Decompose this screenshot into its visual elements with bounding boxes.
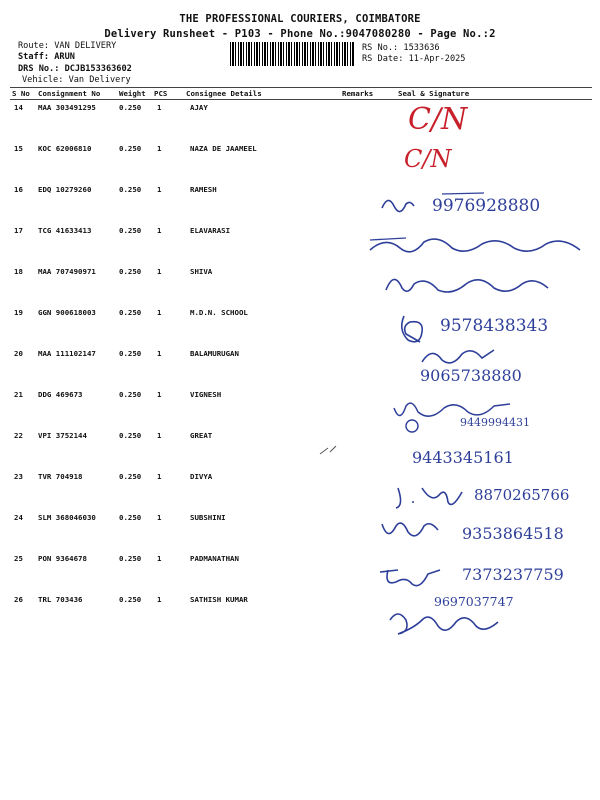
signature-text: 9976928880 — [432, 196, 541, 216]
signature-scribble — [366, 230, 586, 264]
row-consignment: PON 9364678 — [38, 554, 87, 563]
row-sno: 23 — [14, 472, 23, 481]
row-weight: 0.250 — [119, 308, 142, 317]
row-pcs: 1 — [157, 226, 162, 235]
row-consignee: ELAVARASI — [190, 226, 231, 235]
row-consignment: SLM 368046030 — [38, 513, 96, 522]
signature-text: 9443345161 — [412, 448, 514, 467]
row-consignee: M.D.N. SCHOOL — [190, 308, 248, 317]
row-sno: 22 — [14, 431, 23, 440]
header-top-rule — [10, 87, 592, 88]
row-weight: 0.250 — [119, 513, 142, 522]
staff-label: Staff: ARUN — [18, 52, 75, 62]
col-weight: Weight — [119, 89, 146, 98]
row-consignee: BALAMURUGAN — [190, 349, 239, 358]
signature-scribble — [376, 562, 446, 590]
row-sno: 25 — [14, 554, 23, 563]
row-pcs: 1 — [157, 390, 162, 399]
header-bottom-rule — [10, 99, 592, 100]
row-pcs: 1 — [157, 144, 162, 153]
row-sno: 21 — [14, 390, 23, 399]
row-sno: 16 — [14, 185, 23, 194]
row-consignee: PADMANATHAN — [190, 554, 239, 563]
rs-date: RS Date: 11-Apr-2025 — [362, 54, 466, 64]
signature-text: 9065738880 — [420, 366, 522, 385]
row-consignee: DIVYA — [190, 472, 213, 481]
table-row — [0, 103, 600, 144]
row-pcs: 1 — [157, 349, 162, 358]
row-consignment: VPI 3752144 — [38, 431, 87, 440]
drs-number: DRS No.: DCJB153363602 — [18, 64, 132, 74]
row-weight: 0.250 — [119, 472, 142, 481]
row-consignment: MAA 111102147 — [38, 349, 96, 358]
row-sno: 17 — [14, 226, 23, 235]
row-pcs: 1 — [157, 513, 162, 522]
row-consignee: NAZA DE JAAMEEL — [190, 144, 257, 153]
row-consignment: TRL 703436 — [38, 595, 83, 604]
signature-text: 8870265766 — [474, 486, 570, 504]
signature-scribble — [382, 266, 562, 302]
ink-mark — [318, 444, 338, 458]
signature-scribble — [418, 344, 498, 368]
row-consignment: GGN 900618003 — [38, 308, 96, 317]
row-consignee: SUBSHINI — [190, 513, 226, 522]
col-consignee: Consignee Details — [186, 89, 262, 98]
row-sno: 14 — [14, 103, 23, 112]
signature-text: 7373237759 — [462, 565, 564, 584]
row-weight: 0.250 — [119, 226, 142, 235]
row-consignee: RAMESH — [190, 185, 217, 194]
row-consignment: TCG 41633413 — [38, 226, 92, 235]
row-sno: 15 — [14, 144, 23, 153]
table-row — [0, 144, 600, 185]
row-consignment: TVR 704918 — [38, 472, 83, 481]
signature-text: 9697037747 — [434, 594, 514, 609]
row-weight: 0.250 — [119, 431, 142, 440]
signature-text: 9353864518 — [462, 524, 564, 543]
row-consignee: VIGNESH — [190, 390, 222, 399]
row-weight: 0.250 — [119, 554, 142, 563]
signature-scribble — [384, 606, 504, 642]
row-consignment: KOC 62006810 — [38, 144, 92, 153]
signature-scribble — [396, 312, 428, 346]
row-consignee: GREAT — [190, 431, 213, 440]
row-sno: 24 — [14, 513, 23, 522]
row-pcs: 1 — [157, 595, 162, 604]
row-weight: 0.250 — [119, 103, 142, 112]
row-sno: 20 — [14, 349, 23, 358]
row-weight: 0.250 — [119, 349, 142, 358]
row-pcs: 1 — [157, 308, 162, 317]
signature-text: C/N — [408, 102, 468, 137]
row-pcs: 1 — [157, 185, 162, 194]
vehicle-label: Vehicle: Van Delivery — [22, 75, 131, 85]
row-consignment: MAA 707490971 — [38, 267, 96, 276]
barcode — [230, 42, 354, 66]
signature-text: 9578438343 — [440, 316, 549, 336]
route-label: Route: VAN DELIVERY — [18, 41, 117, 51]
row-weight: 0.250 — [119, 595, 142, 604]
row-consignment: MAA 303491295 — [38, 103, 96, 112]
signature-scribble — [392, 484, 468, 512]
rs-number: RS No.: 1533636 — [362, 43, 440, 53]
row-consignee: SHIVA — [190, 267, 213, 276]
col-remarks: Remarks — [342, 89, 374, 98]
col-pcs: PCS — [154, 89, 168, 98]
col-seal-signature: Seal & Signature — [398, 89, 470, 98]
row-pcs: 1 — [157, 267, 162, 276]
row-weight: 0.250 — [119, 185, 142, 194]
row-sno: 18 — [14, 267, 23, 276]
row-weight: 0.250 — [119, 390, 142, 399]
row-weight: 0.250 — [119, 144, 142, 153]
row-pcs: 1 — [157, 554, 162, 563]
col-consignment: Consignment No — [38, 89, 101, 98]
signature-text: 9449994431 — [460, 416, 530, 429]
row-weight: 0.250 — [119, 267, 142, 276]
company-title: THE PROFESSIONAL COURIERS, COIMBATORE — [179, 13, 421, 25]
col-sno: S No — [12, 89, 30, 98]
row-pcs: 1 — [157, 103, 162, 112]
row-pcs: 1 — [157, 472, 162, 481]
row-consignee: SATHISH KUMAR — [190, 595, 248, 604]
row-consignment: EDQ 10279260 — [38, 185, 92, 194]
row-sno: 26 — [14, 595, 23, 604]
row-sno: 19 — [14, 308, 23, 317]
signature-scribble — [378, 516, 444, 544]
runsheet-title: Delivery Runsheet - P103 - Phone No.:9047080280 - Page No.:2 — [104, 28, 496, 40]
row-pcs: 1 — [157, 431, 162, 440]
row-consignee: AJAY — [190, 103, 208, 112]
signature-text: C/N — [404, 145, 452, 173]
row-consignment: DDG 469673 — [38, 390, 83, 399]
